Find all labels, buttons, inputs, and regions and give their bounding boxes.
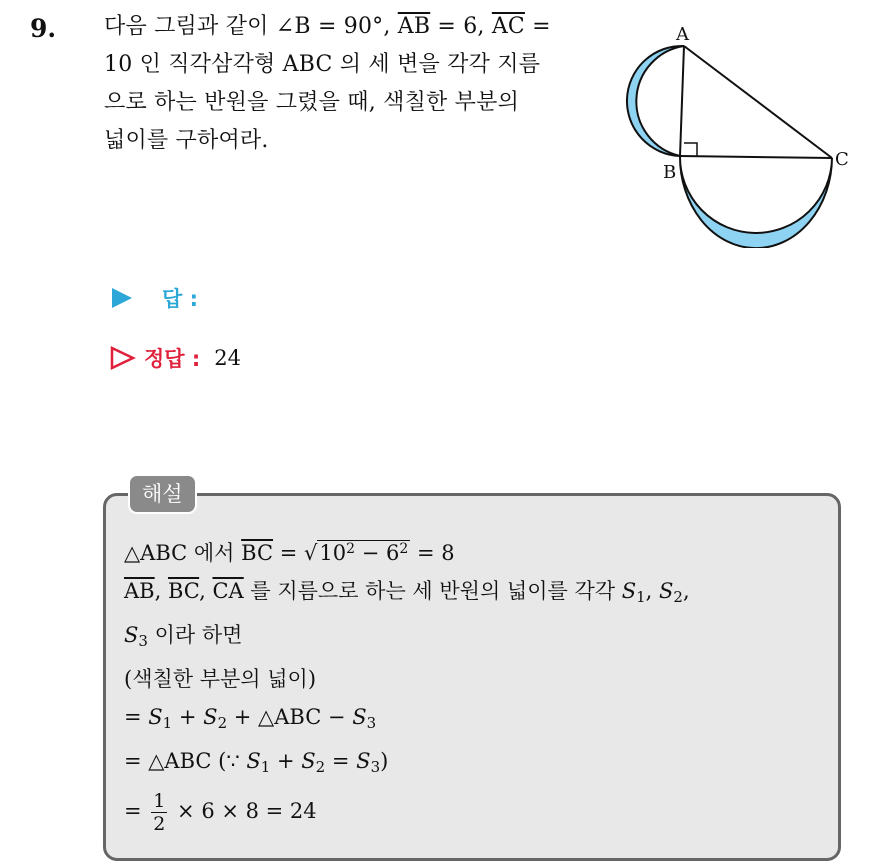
sol-l1-c: = 8 xyxy=(410,541,455,565)
segment-ac: $\overline{AC}$ xyxy=(491,14,525,39)
solution-line-2 xyxy=(124,572,836,616)
q-line1-b: = 6, xyxy=(430,14,492,39)
l5-s3: S xyxy=(352,705,367,729)
l5-sub3: 3 xyxy=(366,714,377,732)
sol-l5-b: + △ABC − xyxy=(227,705,353,729)
l6-s2: S xyxy=(301,749,316,773)
l5-sub2: 2 xyxy=(217,714,228,732)
sqrt-exp-2: 2 xyxy=(399,541,409,557)
sqrt-symbol: √ xyxy=(303,541,318,565)
correct-answer-label: 정답 : xyxy=(144,347,201,371)
sol-l7-a: = xyxy=(124,799,149,823)
semicircle-figure xyxy=(620,18,850,248)
l6-close: ) xyxy=(380,749,389,773)
correct-answer-row xyxy=(110,343,241,373)
q-line1-a: 다음 그림과 같이 ∠B = 90°, xyxy=(104,14,398,39)
sol-segment-bc: $\overline{BC}$ xyxy=(241,541,274,565)
frac-numerator: 1 xyxy=(153,790,166,812)
l5-s1: S xyxy=(148,705,163,729)
sol-comma-2: , xyxy=(199,579,213,603)
sol-segment-ab: $\overline{AB}$ xyxy=(124,579,155,603)
sol-l6-a: = △ABC (∵ xyxy=(124,749,247,773)
sol-l7-b: × 6 × 8 = 24 xyxy=(170,799,317,823)
s1-subscript: 1 xyxy=(636,588,646,606)
segment-ab: $\overline{AB}$ xyxy=(397,14,431,39)
shaded-lunes xyxy=(627,46,832,248)
s3-symbol: S xyxy=(124,623,139,647)
sol-comma-1: , xyxy=(154,579,168,603)
correct-arrow-icon xyxy=(110,345,136,371)
side-ca xyxy=(684,46,832,158)
l6-s1: S xyxy=(246,749,261,773)
sol-l2-end: , xyxy=(682,579,690,603)
solution-tag: 해설 xyxy=(128,474,197,514)
label-b: B xyxy=(663,162,677,183)
side-ab xyxy=(680,46,684,156)
solution-line-3 xyxy=(124,616,836,660)
sqrt-exp-1: 2 xyxy=(346,541,356,557)
l6-sub1: 1 xyxy=(260,758,271,776)
frac-denominator: 2 xyxy=(153,813,166,835)
l6-sub3: 3 xyxy=(370,758,381,776)
solution-line-1 xyxy=(124,530,836,572)
question-number: 9. xyxy=(30,14,57,43)
q-line1-c: = xyxy=(524,14,551,39)
question-text xyxy=(104,8,604,160)
s3-subscript: 3 xyxy=(138,632,148,650)
l6-sub2: 2 xyxy=(315,758,326,776)
sol-l3-b: 이라 하면 xyxy=(147,623,243,647)
solution-line-6 xyxy=(124,742,836,786)
bottom-lune xyxy=(680,156,832,248)
l5-sub1: 1 xyxy=(162,714,173,732)
question-line-2: 10 인 직각삼각형 ABC 의 세 변을 각각 지름 xyxy=(104,52,541,77)
s2-symbol: S xyxy=(659,579,674,603)
sol-l2-a: 를 지름으로 하는 세 반원의 넓이를 각각 xyxy=(243,579,622,603)
fraction-one-half xyxy=(151,790,167,835)
solution-line-5 xyxy=(124,698,836,742)
answer-label: 답 : xyxy=(162,287,198,311)
question-line-3: 으로 하는 반원을 그렸을 때, 색칠한 부분의 xyxy=(104,90,520,115)
l6-eq: = xyxy=(325,749,357,773)
answer-row xyxy=(110,283,198,313)
sol-l1-a: △ABC 에서 xyxy=(124,541,242,565)
sqrt-body xyxy=(317,540,410,565)
side-bc xyxy=(680,156,832,158)
sol-segment-bc-2: $\overline{BC}$ xyxy=(167,579,200,603)
s1-symbol: S xyxy=(621,579,637,603)
correct-answer-value: 24 xyxy=(214,346,242,370)
sol-sep-1: , xyxy=(645,579,659,603)
label-c: C xyxy=(835,149,849,170)
answer-arrow-icon xyxy=(110,286,134,310)
s2-subscript: 2 xyxy=(673,588,683,606)
solution-line-4: (색칠한 부분의 넓이) xyxy=(124,667,317,691)
sqrt-minus: − 6 xyxy=(355,541,400,565)
left-lune xyxy=(627,46,684,156)
label-a: A xyxy=(676,24,689,45)
question-line-1 xyxy=(104,8,604,46)
sol-segment-ca: $\overline{CA}$ xyxy=(212,579,244,603)
sol-l1-b: = xyxy=(273,541,304,565)
solution-line-7 xyxy=(124,790,836,835)
sol-l5-a: = xyxy=(124,705,149,729)
l5-plus: + xyxy=(172,705,204,729)
solution-content xyxy=(124,530,836,835)
sqrt-base-a: 10 xyxy=(319,541,347,565)
right-angle-mark xyxy=(684,143,697,157)
l6-plus: + xyxy=(270,749,302,773)
question-line-4: 넓이를 구하여라. xyxy=(104,128,269,153)
l6-s3: S xyxy=(356,749,371,773)
l5-s2: S xyxy=(203,705,218,729)
